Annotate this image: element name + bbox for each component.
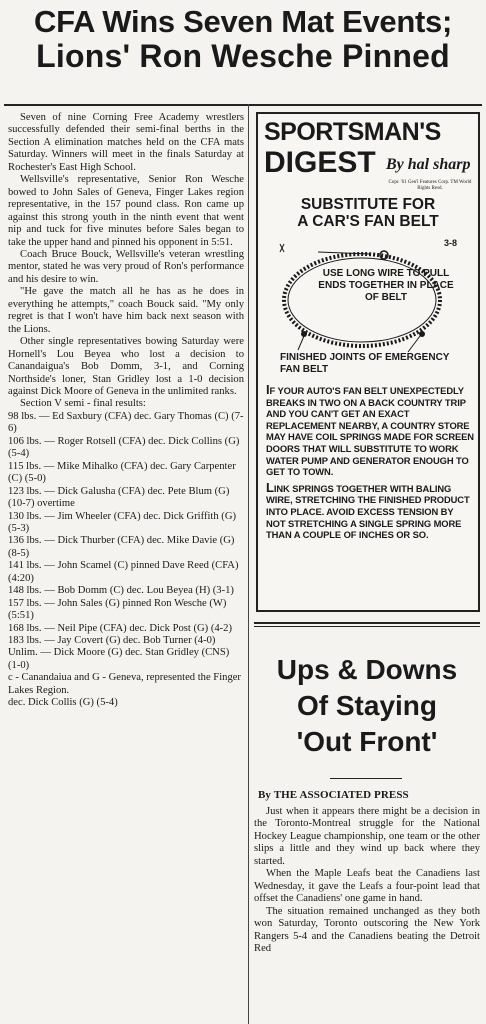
column-divider xyxy=(248,104,249,1024)
hockey-story xyxy=(254,806,480,955)
headline-divider xyxy=(330,778,402,779)
wrestling-story xyxy=(8,112,244,710)
hockey-headline-line-1: Ups & Downs xyxy=(276,654,458,685)
result-line: 123 lbs. — Dick Galusha (CFA) dec. Pete Blum (G) (10-7) overtime xyxy=(8,485,230,510)
story-paragraph: "He gave the match all he has as he does in everything he attempts," coach Bouck said. "My only regret is that I won't have him back next season with the Lions. xyxy=(8,286,244,335)
result-line: 141 lbs. — John Scamel (C) pinned Dave Reed (CFA) (4:20) xyxy=(8,560,239,584)
drop-cap: I xyxy=(266,382,270,397)
dateline: By THE ASSOCIATED PRESS xyxy=(258,789,409,801)
joints-label: FINISHED JOINTS OF EMERGENCY FAN BELT xyxy=(280,352,450,375)
feature-body xyxy=(266,384,474,545)
result-line: 136 lbs. — Dick Thurber (CFA) dec. Mike Davie (G) (8-5) xyxy=(8,535,235,559)
result-line: 157 lbs. — John Sales (G) pinned Ron Wesche (W) (5:51) xyxy=(8,597,227,622)
story-paragraph: Coach Bruce Bouck, Wellsville's veteran wrestling mentor, stated he was very proud of Ron's performance and his desire to win. xyxy=(8,248,244,285)
result-line: 148 lbs. — Bob Domm (C) dec. Lou Beyea (H) (3-1) xyxy=(8,585,234,597)
result-line: Unlim. — Dick Moore (G) dec. Stan Gridley (CNS) (1-0) xyxy=(8,647,230,671)
story-paragraph: The situation remained unchanged as they both won Saturday, Toronto outscoring the New York Rangers 5-4 and the Canadiens beating the Detroit Red xyxy=(254,905,480,954)
feature-byline: By hal sharp xyxy=(386,156,471,173)
feature-paragraph-2 xyxy=(266,479,474,541)
result-line: 168 lbs. — Neil Pipe (CFA) dec. Dick Post (G) (4-2) xyxy=(8,622,233,634)
headline-line-1: CFA Wins Seven Mat Events; xyxy=(34,4,452,39)
story-paragraph: When the Maple Leafs beat the Canadiens last Wednesday, it gave the Leafs a four-point lead that offset the Canadiens' one game in hand. xyxy=(254,868,480,905)
subtitle-line-2: A CAR'S FAN BELT xyxy=(297,213,439,230)
hockey-headline-line-3: 'Out Front' xyxy=(296,726,438,757)
hockey-headline xyxy=(254,652,480,760)
result-line: 98 lbs. — Ed Saxbury (CFA) dec. Gary Thomas (C) (7-6) xyxy=(8,410,244,435)
result-line: 115 lbs. — Mike Mihalko (CFA) dec. Gary Carpenter (C) (5-0) xyxy=(8,460,236,485)
subtitle-line-1: SUBSTITUTE FOR xyxy=(300,196,436,213)
story-paragraph: Just when it appears there might be a decision in the Toronto-Montreal struggle for the National Hockey League championship, one team or the other slips a little and they wind up back where they started. xyxy=(254,806,480,867)
result-line: 106 lbs. — Roger Rotsell (CFA) dec. Dick Collins (G) (5-4) xyxy=(8,435,240,460)
section-rule-thin xyxy=(254,626,480,627)
wire-tick xyxy=(280,244,284,252)
feature-text: F YOUR AUTO'S FAN BELT UNEXPECTEDLY BREAKS IN TWO ON A BACK COUNTRY TRIP AND YOU CAN'T GET AN EXACT REPLACEMENT NEARBY, A COUNTRY STORE MAY HAVE COIL SPRINGS MADE FOR SCREEN DOORS THAT WILL SUBSTITUTE TO WORK WATER PUMP AND GENERATOR ENOUGH TO GET TO TOWN. xyxy=(266,385,474,478)
section-rule xyxy=(254,622,480,624)
story-paragraph: Other single representatives bowing Saturday were Hornell's Lou Beyea who lost a decision to Canandaigua's Bob Domm, 3-1, and Corning Northside's loner, Stan Gridley lost a 1-0 decision against Dick Moore of Geneva in the unlimited ranks. xyxy=(8,336,244,397)
feature-title: SPORTSMAN'S xyxy=(264,118,441,146)
result-line: dec. Dick Collis (G) (5-4) xyxy=(8,697,118,709)
story-paragraph: Section V semi - final results: xyxy=(20,398,146,410)
feature-subtitle xyxy=(258,196,478,230)
feature-text: INK SPRINGS TOGETHER WITH BALING WIRE, STRETCHING THE FINISHED PRODUCT INTO PLACE. AVOID EXCESS TENSION BY NOT STRETCHING A SINGLE SPRING MORE THAN A COUPLE OF INCHES OR SO. xyxy=(266,482,470,541)
feature-title-2: DIGEST xyxy=(264,146,376,179)
story-paragraph: Seven of nine Corning Free Academy wrestlers successfully defended their semi-final berths in the Section A elimination matches held on the CFA mats Saturday. Winners will meet in the finals Saturday at Rochester's East High School. xyxy=(8,112,244,173)
wire-label: USE LONG WIRE TO PULL ENDS TOGETHER IN PLACE OF BELT xyxy=(318,268,454,303)
drop-cap: L xyxy=(266,479,274,495)
copyright-note: Copr. '61 Gen'l Features Corp. TM World Rights Resd. xyxy=(388,180,472,191)
headline xyxy=(6,6,480,72)
feature-paragraph-1 xyxy=(266,384,474,478)
headline-line-2: Lions' Ron Wesche Pinned xyxy=(36,37,450,74)
result-line: 183 lbs. — Jay Covert (G) dec. Bob Turner (4-0) xyxy=(8,635,216,647)
result-line: 130 lbs. — Jim Wheeler (CFA) dec. Dick Griffith (G) (5-3) xyxy=(8,510,237,534)
hockey-headline-line-2: Of Staying xyxy=(296,690,437,721)
headline-rule xyxy=(4,104,482,106)
sportsmans-digest-feature xyxy=(256,112,480,612)
story-paragraph: Wellsville's representative, Senior Ron Wesche bowed to John Sales of Geneva, Finger Lakes region representative, in the 157 pound class. Ron came up against this strong youth in the ninth event that went nip and tuck for five minutes before Sales began to take the upper hand and pinned his opponent in 5:51. xyxy=(8,174,244,248)
result-note: c - Canandaiua and G - Geneva, represented the Finger Lakes Region. xyxy=(8,672,241,696)
date-code: 3-8 xyxy=(444,238,458,248)
